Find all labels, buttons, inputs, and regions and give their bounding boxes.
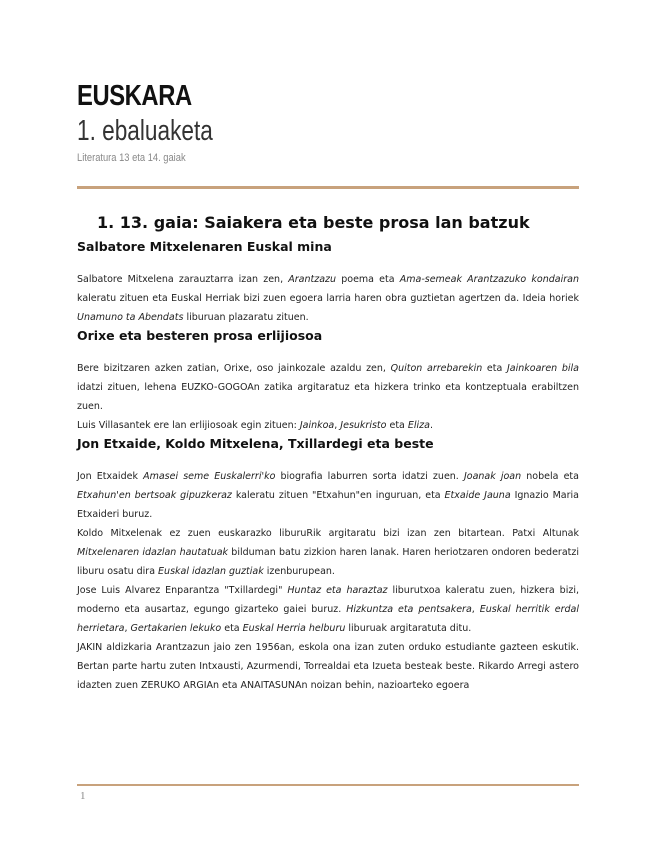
section-heading: Salbatore Mitxelenaren Euskal mina bbox=[77, 239, 332, 254]
section-heading: Jon Etxaide, Koldo Mitxelena, Txillardegi eta beste bbox=[77, 436, 434, 451]
text-run: bilduman batu zizkion haren lanak. Haren heriotzaren ondoren bederatzi liburu osatu dira bbox=[77, 547, 579, 577]
section-heading: Orixe eta besteren prosa erlijiosoa bbox=[77, 328, 323, 343]
text-run: biografia laburren sorta idatzi zuen. bbox=[275, 471, 464, 482]
text-run: kaleratu zituen "Etxahun"en inguruan, eta bbox=[231, 490, 445, 501]
text-run: poema eta bbox=[336, 274, 400, 285]
paragraph bbox=[77, 467, 579, 524]
italic-title: Etxaide Jauna bbox=[444, 490, 511, 501]
paragraph bbox=[77, 581, 579, 638]
italic-title: Eliza bbox=[407, 420, 430, 431]
italic-title: Jainkoaren bila bbox=[507, 363, 579, 374]
document-subtitle: 1. ebaluaketa bbox=[77, 115, 213, 147]
text-run: kaleratu zituen eta Euskal Herriak bizi zuen egoera larria haren obra guztietan agertzen da. Ideia horiek bbox=[77, 293, 579, 304]
document-title: EUSKARA bbox=[77, 80, 192, 112]
document-caption: Literatura 13 eta 14. gaiak bbox=[77, 152, 186, 164]
text-run: , bbox=[124, 623, 131, 634]
italic-title: Joanak joan bbox=[463, 471, 522, 482]
text-run: eta bbox=[482, 363, 507, 374]
document-body bbox=[77, 208, 579, 695]
text-run: Koldo Mitxelenak ez zuen euskarazko liburuRik argitaratu bizi izan zen bitartean. Patxi Altunak bbox=[77, 528, 579, 539]
italic-title: Amasei seme Euskalerri'ko bbox=[143, 471, 276, 482]
paragraph bbox=[77, 359, 579, 416]
text-run: , bbox=[471, 604, 480, 615]
text-run: idatzi zituen, lehena EUZKO-GOGOAn zatika argitaratuz eta hizkera trinko eta kontzeptuala erabiltzen zuen. bbox=[77, 382, 579, 412]
paragraph bbox=[77, 638, 579, 695]
italic-title: Mitxelenaren idazlan hautatuak bbox=[77, 547, 229, 558]
text-run: liburuan plazaratu zituen. bbox=[183, 312, 309, 323]
italic-title: Gertakarien lekuko bbox=[130, 623, 222, 634]
italic-title: Euskal Herria helburu bbox=[242, 623, 346, 634]
text-run: eta bbox=[386, 420, 408, 431]
text-run: Salbatore Mitxelena zarauztarra izan zen, bbox=[77, 274, 289, 285]
paragraph bbox=[77, 270, 579, 327]
italic-title: Euskal idazlan guztiak bbox=[158, 566, 264, 577]
text-run: Jose Luis Alvarez Enparantza "Txillardegi" bbox=[77, 585, 288, 596]
chapter-heading: 1. 13. gaia: Saiakera eta beste prosa lan batzuk bbox=[97, 213, 530, 232]
italic-title: Jainkoa bbox=[299, 420, 335, 431]
italic-title: Hizkuntza eta pentsakera bbox=[346, 604, 472, 615]
paragraph bbox=[77, 416, 579, 435]
text-run: Ignazio Maria Etxaideri buruz. bbox=[77, 490, 580, 520]
text-run: . bbox=[429, 420, 434, 431]
page-number: 1 bbox=[80, 790, 86, 802]
header-divider bbox=[77, 186, 579, 189]
text-run: JAKIN aldizkaria Arantzazun jaio zen 1956an, eskola ona izan zuten orduko estudiante gazteen eskutik. Bertan parte hartu zuten Intxausti, Azurmendi, Torrealdai eta Izueta besteak beste. Rikardo Arregi astero idazten zuen ZERUKO ARGIAn eta ANAITASUNAn noizan behin, nazioarteko egoera bbox=[77, 642, 579, 691]
italic-title: Etxahun'en bertsoak gipuzkeraz bbox=[77, 490, 232, 501]
italic-title: Huntaz eta haraztaz bbox=[287, 585, 388, 596]
italic-title: Jesukristo bbox=[340, 420, 387, 431]
italic-title: Quiton arrebarekin bbox=[390, 363, 483, 374]
text-run: Bere bizitzaren azken zatian, Orixe, oso jainkozale azaldu zen, bbox=[77, 363, 391, 374]
paragraph bbox=[77, 524, 579, 581]
text-run: Jon Etxaidek bbox=[77, 471, 144, 482]
text-run: nobela eta bbox=[521, 471, 579, 482]
text-run: liburuak argitaratuta ditu. bbox=[345, 623, 472, 634]
text-run: liburutxoa kaleratu zuen, hizkera bizi, moderno eta ausartaz, egungo gizarteko gaiei buruz. bbox=[77, 585, 579, 615]
footer-divider bbox=[77, 784, 579, 786]
text-run: Luis Villasantek ere lan erlijiosoak egin zituen: bbox=[77, 420, 300, 431]
italic-title: Ama-semeak Arantzazuko kondairan bbox=[399, 274, 579, 285]
italic-title: Euskal herritik erdal herrietara bbox=[77, 604, 580, 634]
italic-title: Arantzazu bbox=[288, 274, 337, 285]
text-run: izenburupean. bbox=[263, 566, 335, 577]
text-run: , bbox=[334, 420, 341, 431]
italic-title: Unamuno ta Abendats bbox=[77, 312, 184, 323]
text-run: eta bbox=[221, 623, 243, 634]
